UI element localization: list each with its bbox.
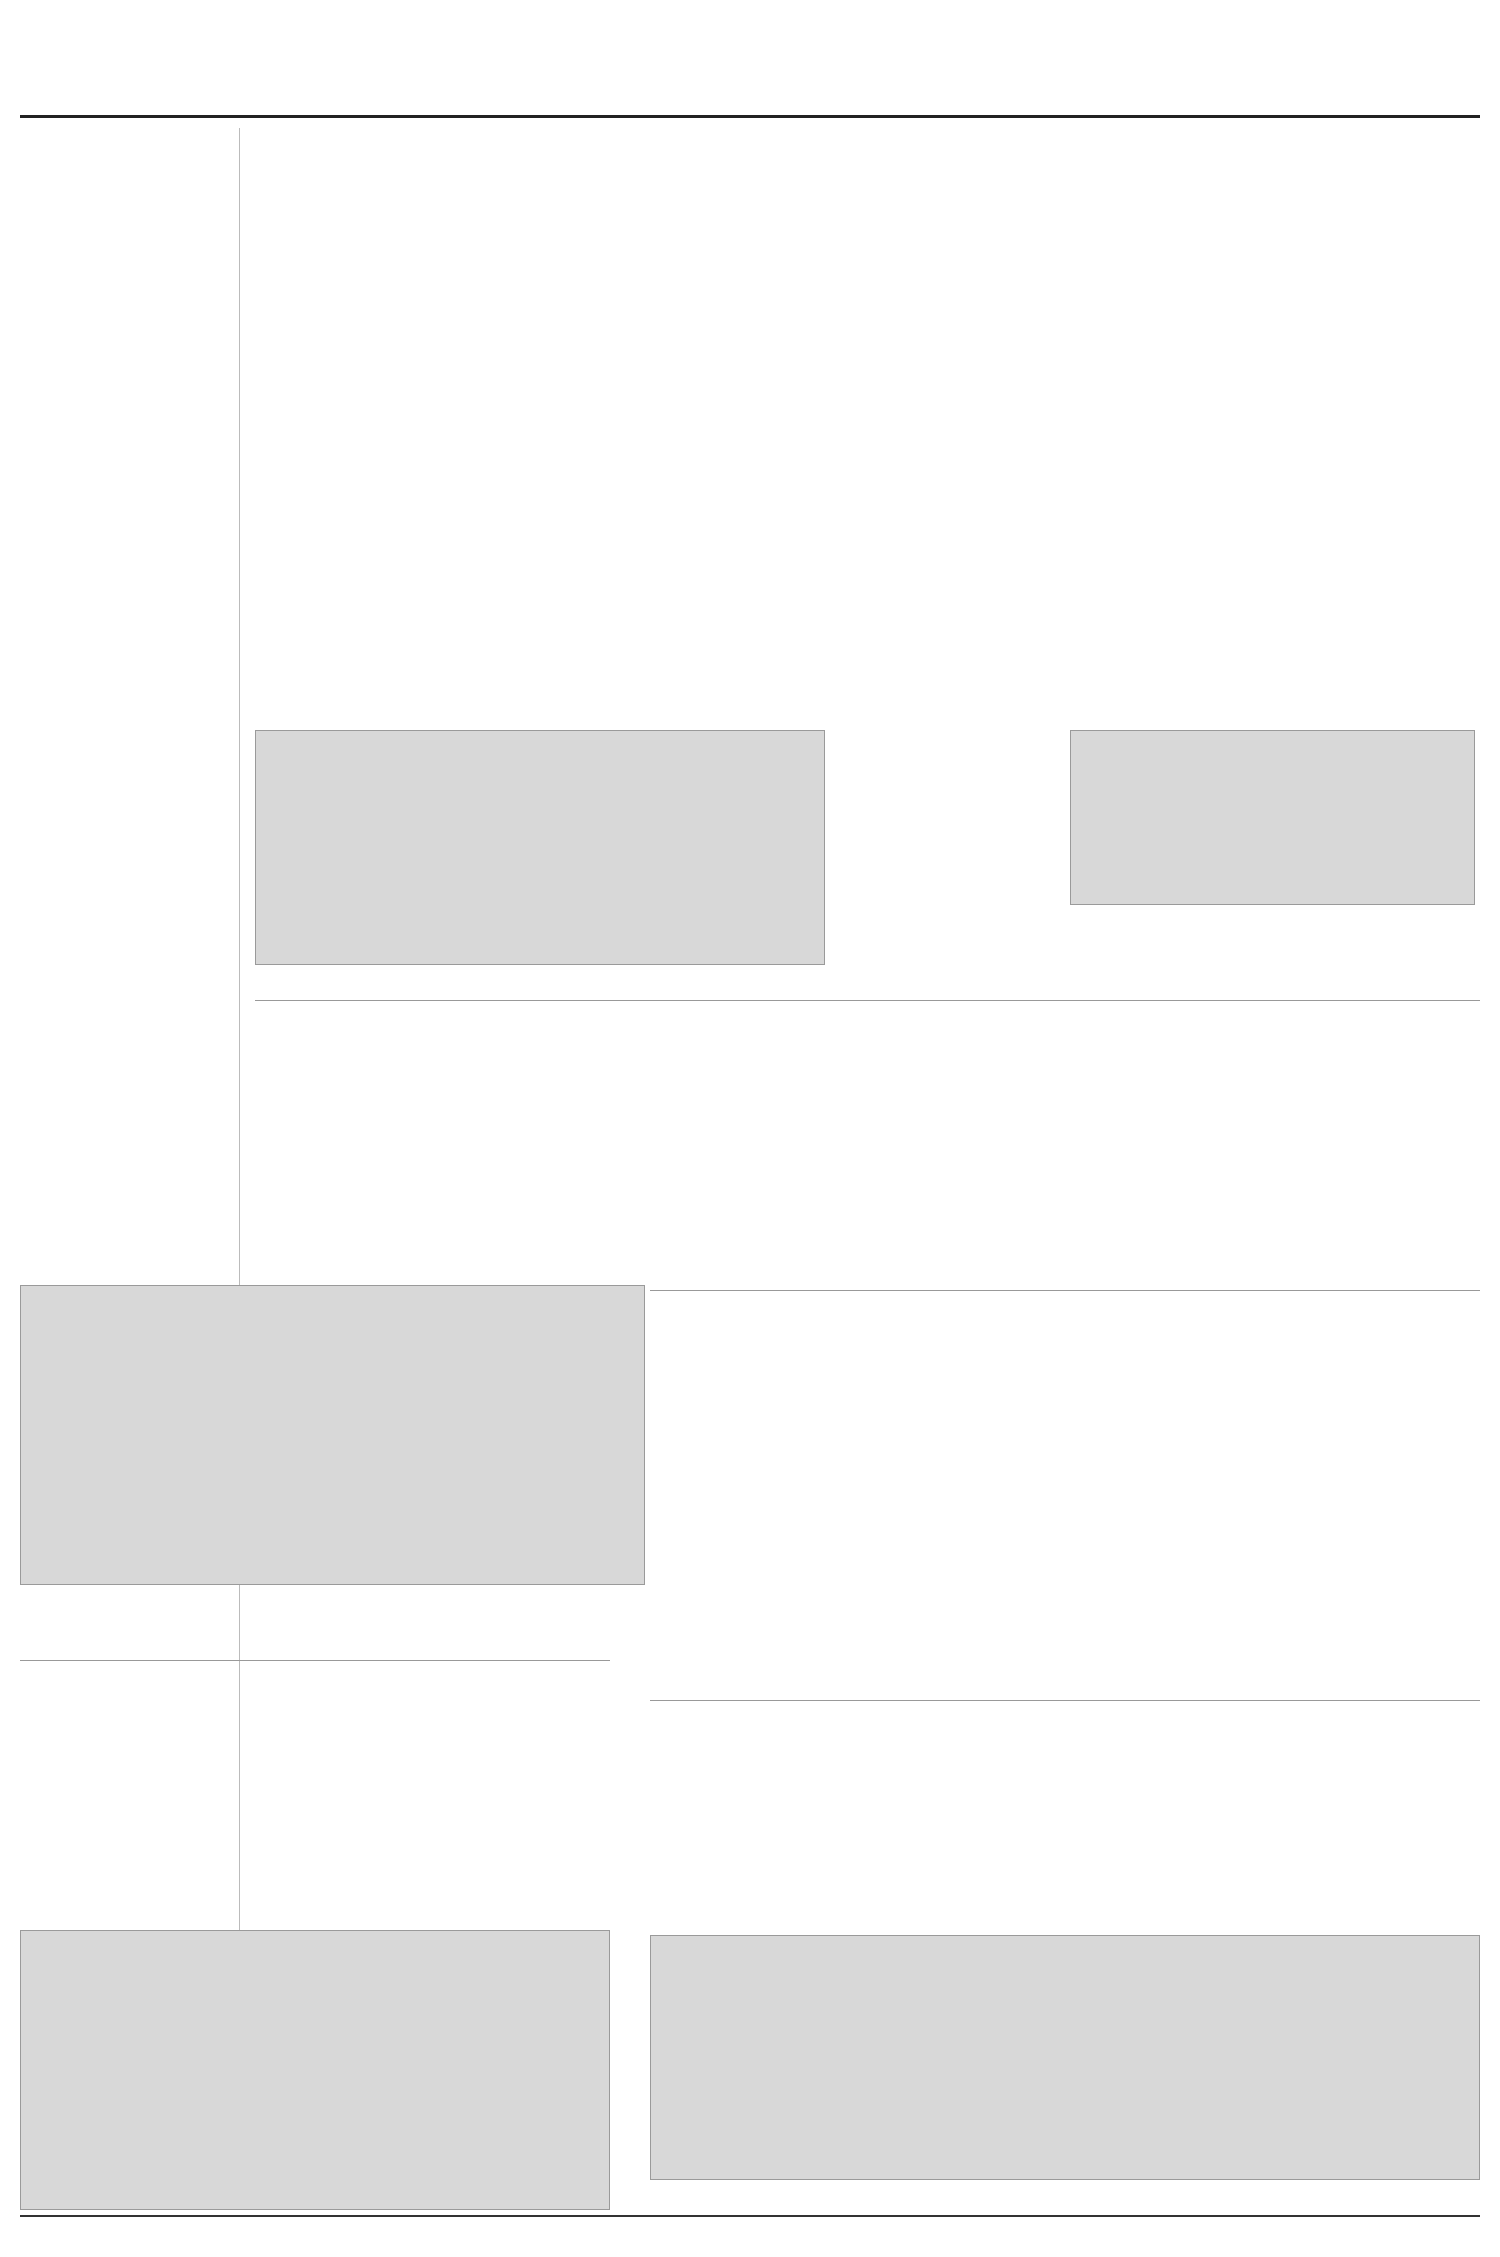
footer-rule	[20, 2215, 1480, 2217]
story-1	[255, 1000, 1480, 1270]
main-story	[20, 128, 1480, 713]
story-2	[650, 1290, 1480, 1660]
photo-a	[255, 730, 825, 965]
masthead	[20, 12, 1480, 118]
photo-c	[20, 1285, 645, 1585]
photo-e	[650, 1935, 1480, 2180]
photo-d	[20, 1930, 610, 2210]
story-3	[20, 1660, 610, 1930]
photo-b	[1070, 730, 1475, 905]
story-4	[650, 1700, 1480, 1930]
